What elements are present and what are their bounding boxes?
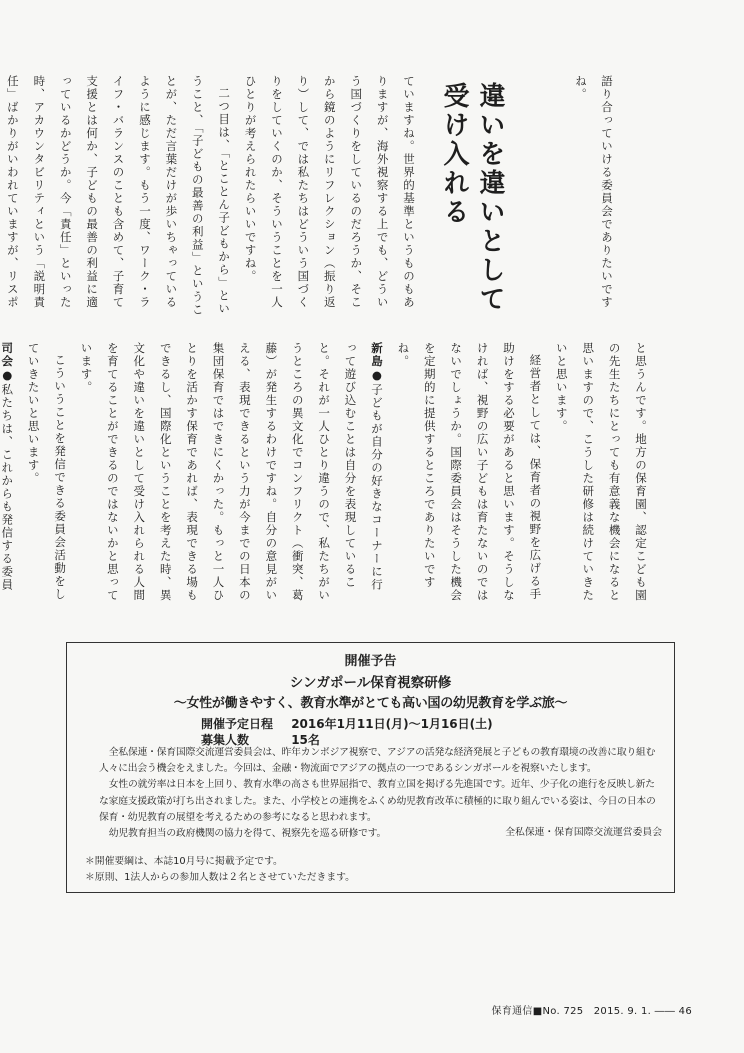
schedule-value: 2016年1月11日(月)〜1月16日(土) (291, 717, 493, 731)
notice-subtitle: 〜女性が働きやすく、教育水準がとても高い国の幼児教育を学ぶ旅〜 (173, 696, 568, 711)
article-column-top (5, 75, 422, 320)
article-paragraph (548, 342, 654, 604)
article-paragraph (0, 342, 20, 604)
notice-body-paragraph: 幼児教育担当の政府機関の協力を得て、視察先を巡る研修です。 (108, 828, 387, 840)
paragraph-text: と思うんです。地方の保育園、認定こども園の先生たちにとっても有意義な機会になると思いますので、こうした研修は続けていきたいと思います。 (554, 342, 648, 602)
notice-kicker: 開催予告 (344, 654, 397, 669)
speaker-name: 司会● (0, 342, 15, 384)
article-paragraph (0, 75, 237, 320)
article-paragraph (20, 342, 73, 604)
article-paragraph (390, 342, 548, 604)
notice-body-paragraph: 全私保連・保育国際交流運営委員会は、昨年カンボジア視察で、アジアの活発な経済発展と子どもの教育環境の改善に取り組む人々に出会う機会をえました。今回は、金融・物流面でアジアの拠点の一つであるシンガポールを視察いたします。 (99, 747, 656, 775)
speaker-name: 新島● (369, 342, 384, 384)
schedule-row (201, 715, 493, 732)
paragraph-text: 子どもが自分の好きなコーナーに行って遊び込むことは自分を表現していること。それが一人ひとり違うので、私たちがいうところの異文化でコンフリクト（衝突、葛藤）が発生するわけですね。自分の意見がいえる、表現できるという力が今までの日本の集団保育ではできにくかった。もっと一人ひとりを活かす保育であれば、表現できる場もできるし、国際化ということを考えた時、異文化や違いを違いとして受け入れられる人間を育てることができるのではないかと思っています。 (79, 342, 384, 602)
notice-note: ＊開催要綱は、本誌10月号に掲載予定です。 (85, 856, 283, 867)
heading-line-2: 受け入れる (439, 82, 469, 227)
article-paragraph (73, 342, 390, 604)
paragraph-text: こういうことを発信できる委員会活動をしていきたいと思います。 (26, 342, 68, 601)
notice-note: ＊原則、1法人からの参加人数は２名とさせていただきます。 (85, 872, 355, 883)
notice-title: シンガポール保育視察研修 (289, 675, 452, 691)
notice-organizer: 全私保連・保育国際交流運営委員会 (505, 827, 662, 838)
notice-body-paragraph: 女性の就労率は日本を上回り、教育水準の高さも世界屈指で、教育立国を掲げる先進国です。近年、少子化の進行を反映し新たな家庭支援政策が打ち出されました。また、小学校との連携をふくめ幼児教育改革に積極的に取り組んでいる姿は、今日の日本の保育・幼児教育の展望を考えるための参考になると思われます。 (99, 779, 656, 823)
paragraph-text: 二つ目は、「とことん子どもから」ということ、「子どもの最善の利益」ということが、ただ言葉だけが歩いちゃっているように感じます。もう一度、ワーク・ライフ・バランスのことも含めて、子育て支援とは何か、子どもの最善の利益に適っているかどうか。今「責任」といった時、アカウンタビリティという「説明責任」ばかりがいわれていますが、リスポ (5, 75, 232, 317)
paragraph-text: 経営者としては、保育者の視野を広げる手助けをする必要があると思います。そうしなければ、視野の広い子どもは育たないのではないでしょうか。国際委員会はそうした機会を定期的に提供するところでありたいですね。 (396, 342, 543, 602)
article-column-bottom (0, 342, 654, 604)
section-heading (436, 82, 508, 332)
event-notice-box (66, 642, 675, 893)
page-footer: 保育通信■No. 725 2015. 9. 1. ―― 46 (491, 1006, 692, 1017)
capacity-label: 募集人数 (201, 733, 250, 747)
paragraph-text: ていますね。世界的基準というものもありますが、海外視察する上でも、どういう国づくりをしているのだろうか、そこから鏡のようにリフレクション（振り返り）して、では私たちはどういう国づくりをしていくのか、そういうことを一人ひとりが考えられたらいいですね。 (243, 75, 416, 309)
article-column-head (518, 75, 620, 320)
paragraph-text: 私たちは、これからも発信する委員 (0, 383, 15, 592)
notice-notes (85, 854, 355, 886)
schedule-label: 開催予定日程 (201, 717, 274, 731)
capacity-value: 15名 (291, 733, 320, 747)
heading-line-1: 違いを違いとして (475, 82, 505, 314)
article-paragraph (237, 75, 422, 320)
head-col-text: 語り合っていける委員会でありたいですね。 (574, 75, 614, 309)
